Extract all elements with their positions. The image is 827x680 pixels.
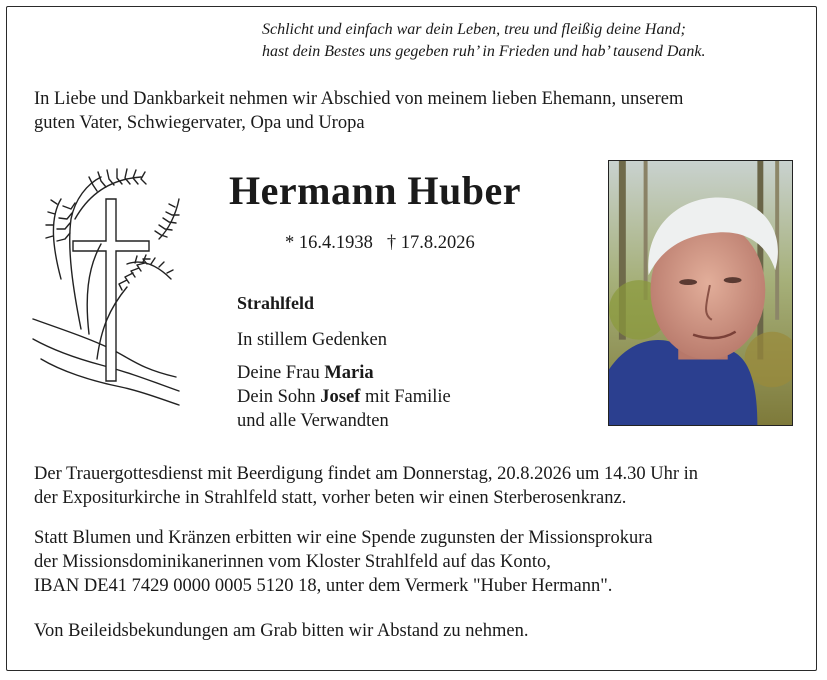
intro-line-2: guten Vater, Schwiegervater, Opa und Uropa xyxy=(34,113,365,133)
donation-line-3: IBAN DE41 7429 0000 0005 5120 18, unter dem Vermerk "Huber Hermann". xyxy=(34,576,613,596)
portrait-photo xyxy=(608,160,793,426)
cross-icon xyxy=(73,199,149,381)
life-dates xyxy=(285,233,475,254)
intro-line-1: In Liebe und Dankbarkeit nehmen wir Abschied von meinem lieben Ehemann, unserem xyxy=(34,89,684,109)
mourner-relatives: und alle Verwandten xyxy=(237,411,389,431)
mourners-list xyxy=(237,328,451,433)
mourners-intro: In stillem Gedenken xyxy=(237,330,388,350)
wife-prefix: Deine Frau xyxy=(237,363,325,383)
condolence-note: Von Beileidsbekundungen am Grab bitten wir Abstand zu nehmen. xyxy=(34,621,529,641)
son-name: Josef xyxy=(320,387,361,407)
son-suffix: mit Familie xyxy=(360,387,451,407)
funeral-service-info xyxy=(34,462,804,510)
deceased-name: Hermann Huber xyxy=(229,168,522,213)
mourner-wife xyxy=(237,361,451,385)
donation-line-2: der Missionsdominikanerinnen vom Kloster Strahlfeld auf das Konto, xyxy=(34,552,551,572)
birth-date: * 16.4.1938 xyxy=(285,233,373,253)
verse-line-2: hast dein Bestes uns gegeben ruh’ in Frieden und hab’ tausend Dank. xyxy=(262,43,706,60)
farewell-intro xyxy=(34,87,794,135)
mourner-son xyxy=(237,385,451,409)
memorial-verse xyxy=(262,19,817,63)
son-prefix: Dein Sohn xyxy=(237,387,321,407)
service-line-1: Der Trauergottesdienst mit Beerdigung findet am Donnerstag, 20.8.2026 um 14.30 Uhr in xyxy=(34,464,699,484)
service-line-2: der Expositurkirche in Strahlfeld statt, vorher beten wir einen Sterberosenkranz. xyxy=(34,488,627,508)
hometown: Strahlfeld xyxy=(237,293,315,313)
death-date: † 17.8.2026 xyxy=(386,233,475,253)
obituary-card xyxy=(6,6,817,671)
donation-line-1: Statt Blumen und Kränzen erbitten wir eine Spende zugunsten der Missionsprokura xyxy=(34,528,653,548)
wife-name: Maria xyxy=(324,363,374,383)
cross-wheat-emblem xyxy=(31,159,181,409)
verse-line-1: Schlicht und einfach war dein Leben, treu und fleißig deine Hand; xyxy=(262,21,686,38)
donation-request xyxy=(34,526,804,598)
